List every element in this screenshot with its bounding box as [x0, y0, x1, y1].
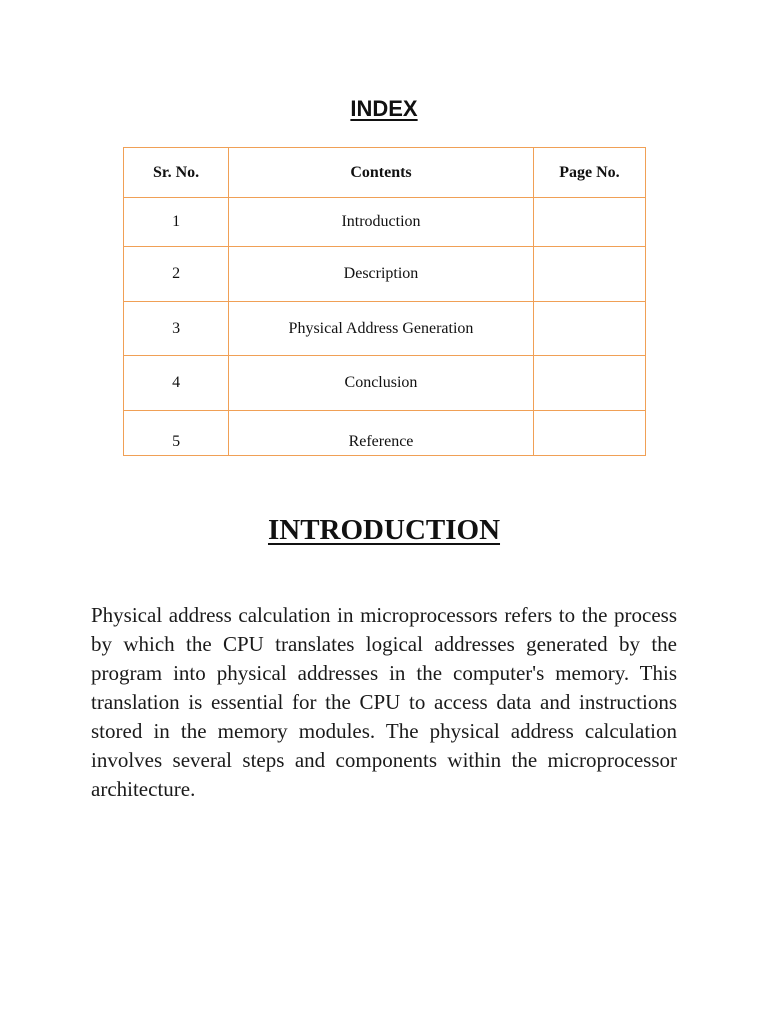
sr-no-cell: 3: [124, 302, 229, 356]
contents-cell: Conclusion: [229, 356, 534, 411]
introduction-title: INTRODUCTION: [267, 514, 501, 546]
contents-text: Reference: [348, 433, 414, 450]
page-no-cell: [533, 411, 645, 456]
table-row: [124, 198, 646, 247]
index-title: INDEX: [350, 96, 418, 121]
introduction-paragraph: Physical address calculation in microprocessors refers to the process by which the CPU translates logical addresses generated by the program into physical addresses in the computer's memory. This translation is essential for the CPU to access data and instructions stored in the memory modules. The physical address calculation involves several steps and components within the microprocessor architecture.: [91, 603, 677, 801]
header-sr-no: Sr. No.: [124, 148, 229, 198]
table-row: [124, 356, 646, 411]
contents-cell: Introduction: [229, 198, 534, 247]
sr-no-cell: 4: [124, 356, 229, 411]
page-no-cell: [533, 247, 645, 302]
table-header-row: [124, 148, 646, 198]
sr-no-cell: [124, 411, 229, 456]
header-page-no: Page No.: [533, 148, 645, 198]
contents-cell: Description: [229, 247, 534, 302]
page-no-cell: [533, 198, 645, 247]
table-row: [124, 247, 646, 302]
sr-no-cell: 2: [124, 247, 229, 302]
sr-no-text: 5: [172, 433, 181, 450]
header-contents: Contents: [229, 148, 534, 198]
contents-cell: [229, 411, 534, 456]
page-no-cell: [533, 356, 645, 411]
index-table: [123, 147, 646, 456]
sr-no-cell: 1: [124, 198, 229, 247]
page-no-cell: [533, 302, 645, 356]
table-row: [124, 411, 646, 456]
table-row: [124, 302, 646, 356]
contents-cell: Physical Address Generation: [229, 302, 534, 356]
